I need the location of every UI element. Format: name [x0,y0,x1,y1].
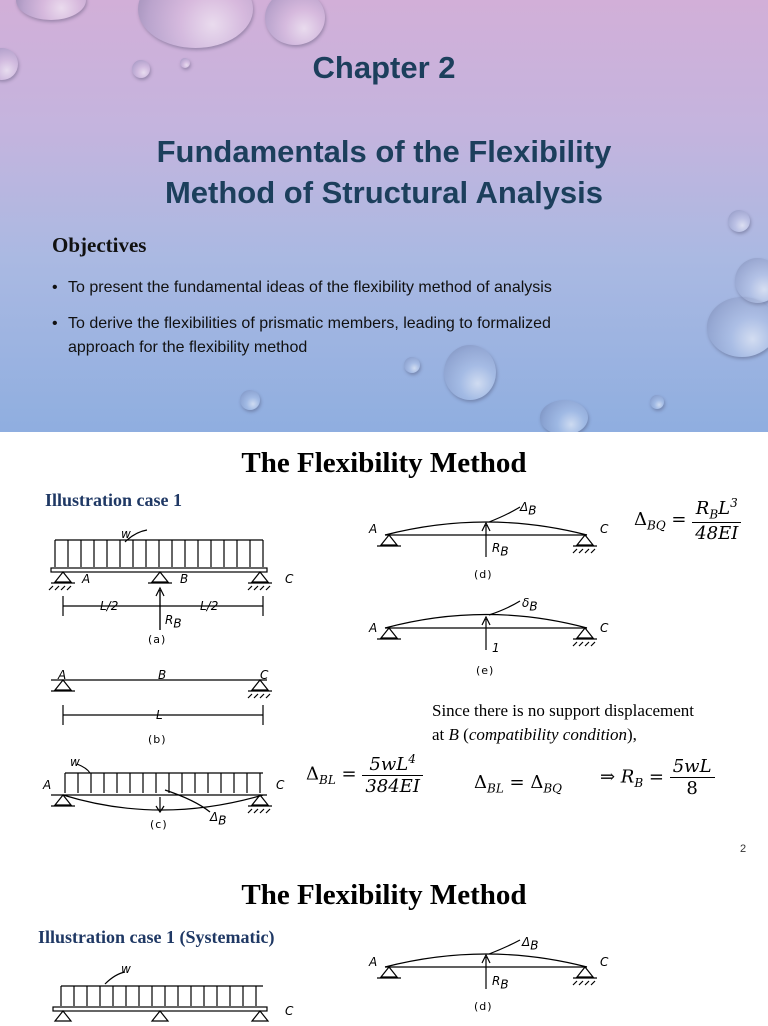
support-label-c: C [600,955,609,969]
beam-figure-a-repeat [35,966,355,1026]
figure-caption-a: (a) [148,633,167,646]
water-drop-decoration [650,395,664,409]
objective-text: approach for the flexibility method [68,339,308,356]
support-label-a: A [369,955,378,969]
case-label: Illustration case 1 [45,490,182,510]
chapter-title-line1: Fundamentals of the Flexibility [156,134,612,169]
unit-load-label: 1 [492,641,500,655]
support-label-a: A [43,778,52,792]
reaction-label: $R_B$ [165,613,182,631]
water-drop-decoration [728,210,750,232]
load-label-w: w [121,962,131,976]
load-arrows [55,540,263,567]
half-span-label: L/2 [100,599,119,613]
deflection-label: $\Delta_B$ [522,935,539,953]
objective-text: To derive the flexibilities of prismatic members, leading to formalized [68,315,551,332]
case-label: Illustration case 1 (Systematic) [38,927,275,947]
support-label-b: B [158,668,167,682]
beam-figure-d-repeat [365,932,625,1012]
support-label-c: C [600,522,609,536]
reaction-label: $R_B$ [492,541,509,559]
deflection-label: $\Delta_B$ [210,810,227,828]
water-drop-decoration [138,0,253,48]
equation-delta-bl: $\Delta_{BL}$ = $\frac{5wL^4}{384EI}$ [306,752,423,797]
deflection-label: $\delta_B$ [522,596,538,614]
figure-caption-b: (b) [148,733,167,746]
bullet-icon: • [52,315,58,332]
figure-caption-d: (d) [474,1000,493,1013]
objectives-heading: Objectives [52,233,147,257]
half-span-label: L/2 [200,599,219,613]
water-drop-decoration [707,297,768,357]
water-drop-decoration [540,400,588,432]
chapter-number: Chapter 2 [312,50,456,85]
span-label: L [156,708,163,722]
slide-title: The Flexibility Method [241,879,527,911]
figure-caption-d: (d) [474,568,493,581]
page-number: 2 [740,843,747,855]
figure-caption-c: (c) [150,818,168,831]
chapter-title-line2: Method of Structural Analysis [164,175,604,210]
water-drop-decoration [240,390,260,410]
bullet-icon: • [52,279,58,296]
support-label-c: C [600,621,609,635]
load-label-w: w [70,755,80,769]
support-label-a: A [369,621,378,635]
slide-title: The Flexibility Method [241,447,527,479]
water-drop-decoration [444,345,496,400]
figure-caption-e: (e) [476,664,495,677]
reaction-label: $R_B$ [492,974,509,992]
support-label-a: A [369,522,378,536]
deflection-label: $\Delta_B$ [520,500,537,518]
objective-text: To present the fundamental ideas of the flexibility method of analysis [68,279,552,296]
title-slide [0,0,768,432]
support-label-a: A [58,668,67,682]
support-label-b: B [180,572,189,586]
support-label-c: C [285,1004,294,1018]
compatibility-text-line2: at B (compatibility condition), [432,725,637,744]
support-label-c: C [276,778,285,792]
compatibility-text-line1: Since there is no support displacement [432,701,695,720]
water-drop-decoration [16,0,86,20]
water-drop-decoration [404,357,420,373]
support-label-c: C [285,572,294,586]
water-drop-decoration [265,0,325,45]
equation-reaction-rb: ⇒ $R_B$ = $\frac{5wL}{8}$ [600,756,715,799]
load-label-w: w [121,527,131,541]
support-label-c: C [260,668,269,682]
equation-delta-bq: $\Delta_{BQ}$ = $\frac{R_BL^3}{48EI}$ [634,496,741,544]
support-label-a: A [82,572,91,586]
equation-compatibility: $\Delta_{BL} = \Delta_{BQ}$ [474,772,562,796]
